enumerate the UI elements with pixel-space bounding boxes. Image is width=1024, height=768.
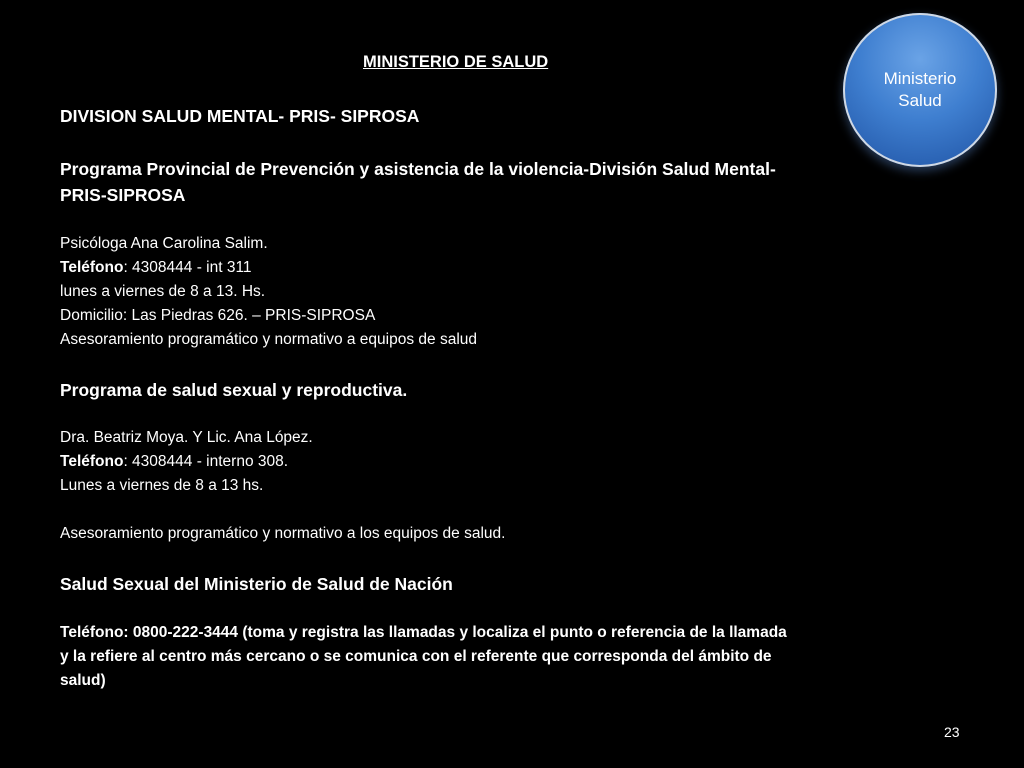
programa1-phone-value: : 4308444 - int 311 <box>123 259 252 276</box>
programa1-heading <box>60 156 776 208</box>
programa1-address: Domicilio: Las Piedras 626. – PRIS-SIPROSA <box>60 307 376 324</box>
programa3-phone-line-3: salud) <box>60 672 106 689</box>
programa3-phone-details <box>60 621 787 693</box>
programa1-phone-label: Teléfono <box>60 259 124 276</box>
programa3-heading: Salud Sexual del Ministerio de Salud de Nación <box>60 574 453 594</box>
programa2-phone-label: Teléfono <box>60 453 124 470</box>
programa1-heading-line-1: Programa Provincial de Prevención y asistencia de la violencia-División Salud Mental- <box>60 159 776 179</box>
badge-line-1: Ministerio <box>883 69 957 88</box>
programa3-phone-line-1: Teléfono: 0800-222-3444 (toma y registra las llamadas y localiza el punto o referencia de la llamada <box>60 624 787 641</box>
ministerio-salud-badge <box>843 13 997 167</box>
programa1-hours: lunes a viernes de 8 a 13. Hs. <box>60 283 266 300</box>
programa2-heading: Programa de salud sexual y reproductiva. <box>60 380 408 400</box>
programa1-phone <box>60 256 477 280</box>
programa2-phone <box>60 450 313 474</box>
programa2-details <box>60 426 313 498</box>
programa2-contact: Dra. Beatriz Moya. Y Lic. Ana López. <box>60 429 313 446</box>
programa2-hours: Lunes a viernes de 8 a 13 hs. <box>60 477 264 494</box>
page-number: 23 <box>944 724 960 740</box>
programa1-contact: Psicóloga Ana Carolina Salim. <box>60 235 268 252</box>
programa1-service: Asesoramiento programático y normativo a equipos de salud <box>60 331 478 348</box>
programa3-phone-line-2: y la refiere al centro más cercano o se comunica con el referente que corresponda del ámbito de <box>60 648 772 665</box>
programa1-heading-line-2: PRIS-SIPROSA <box>60 185 186 205</box>
programa2-service: Asesoramiento programático y normativo a los equipos de salud. <box>60 525 506 542</box>
programa2-phone-value: : 4308444 - interno 308. <box>123 453 289 470</box>
programa1-details <box>60 232 477 352</box>
page-title: MINISTERIO DE SALUD <box>363 53 549 71</box>
badge-line-2: Salud <box>898 91 942 110</box>
division-heading: DIVISION SALUD MENTAL- PRIS- SIPROSA <box>60 106 420 126</box>
